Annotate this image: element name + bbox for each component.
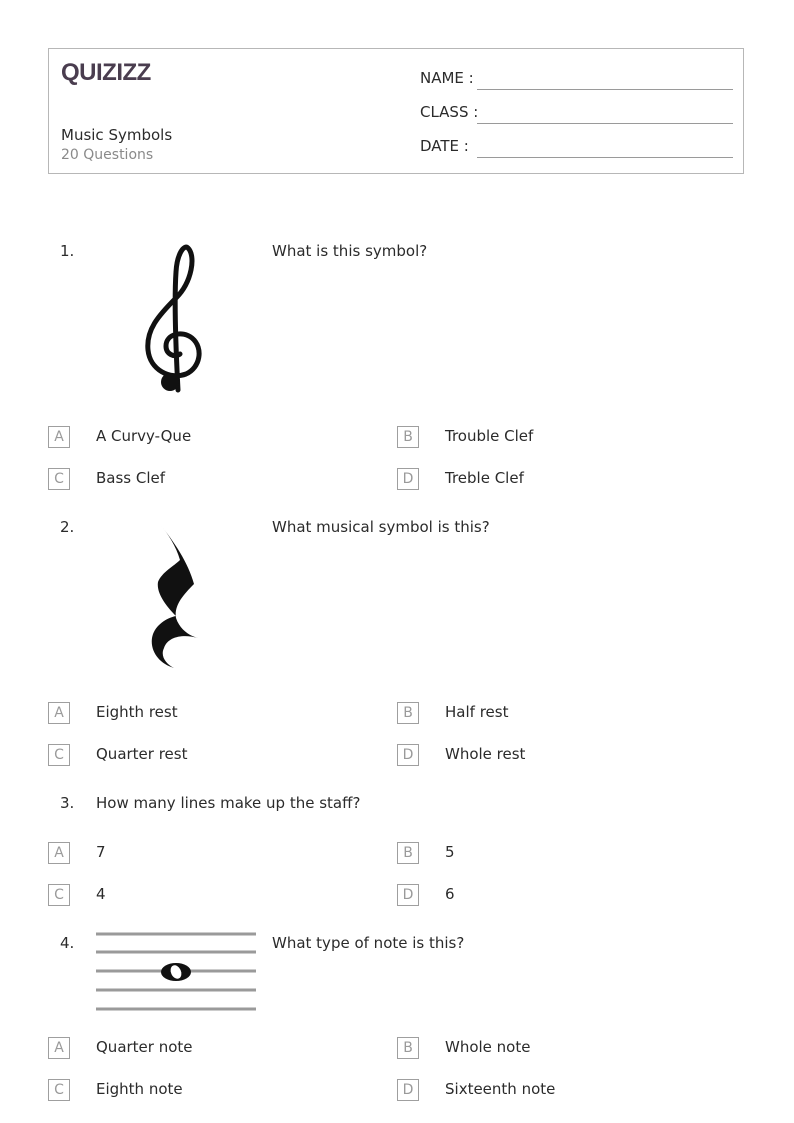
option-d-text: 6 [445, 885, 455, 903]
option-a-text: 7 [96, 843, 106, 861]
quarter-rest-icon [146, 522, 204, 670]
option-a-text: A Curvy-Que [96, 427, 192, 445]
option-d-text: Sixteenth note [445, 1080, 556, 1098]
option-c-text: Eighth note [96, 1080, 183, 1098]
treble-clef-icon [140, 242, 212, 398]
class-line[interactable] [477, 123, 733, 124]
option-d-box[interactable]: D [397, 468, 419, 490]
question-text: What is this symbol? [272, 242, 428, 260]
question-number: 1. [60, 242, 75, 260]
option-d-text: Whole rest [445, 745, 526, 763]
option-a-text: Quarter note [96, 1038, 193, 1056]
option-d-box[interactable]: D [397, 1079, 419, 1101]
option-b-text: 5 [445, 843, 455, 861]
question-number: 2. [60, 518, 75, 536]
quizizz-logo: QUIZIZZ [61, 59, 151, 86]
option-c-text: Bass Clef [96, 469, 166, 487]
option-d-text: Treble Clef [445, 469, 524, 487]
option-a-box[interactable]: A [48, 1037, 70, 1059]
option-d-box[interactable]: D [397, 884, 419, 906]
question-count: 20 Questions [61, 147, 154, 163]
date-label: DATE : [420, 137, 469, 155]
option-a-box[interactable]: A [48, 702, 70, 724]
option-c-box[interactable]: C [48, 1079, 70, 1101]
option-b-text: Whole note [445, 1038, 531, 1056]
option-a-box[interactable]: A [48, 426, 70, 448]
worksheet-title: Music Symbols [61, 126, 173, 144]
question-number: 4. [60, 934, 75, 952]
option-c-box[interactable]: C [48, 468, 70, 490]
class-label: CLASS : [420, 103, 479, 121]
question-text: What musical symbol is this? [272, 518, 490, 536]
option-a-text: Eighth rest [96, 703, 178, 721]
question-text: What type of note is this? [272, 934, 465, 952]
name-label: NAME : [420, 69, 474, 87]
worksheet-header [48, 48, 744, 174]
option-d-box[interactable]: D [397, 744, 419, 766]
option-c-text: 4 [96, 885, 106, 903]
option-b-box[interactable]: B [397, 426, 419, 448]
option-c-box[interactable]: C [48, 884, 70, 906]
option-b-text: Half rest [445, 703, 509, 721]
option-c-box[interactable]: C [48, 744, 70, 766]
option-b-box[interactable]: B [397, 1037, 419, 1059]
option-b-text: Trouble Clef [445, 427, 534, 445]
whole-note-staff-icon [96, 930, 256, 1012]
option-b-box[interactable]: B [397, 842, 419, 864]
option-a-box[interactable]: A [48, 842, 70, 864]
question-number: 3. [60, 794, 75, 812]
name-line[interactable] [477, 89, 733, 90]
option-b-box[interactable]: B [397, 702, 419, 724]
date-line[interactable] [477, 157, 733, 158]
option-c-text: Quarter rest [96, 745, 188, 763]
question-text: How many lines make up the staff? [96, 794, 361, 812]
